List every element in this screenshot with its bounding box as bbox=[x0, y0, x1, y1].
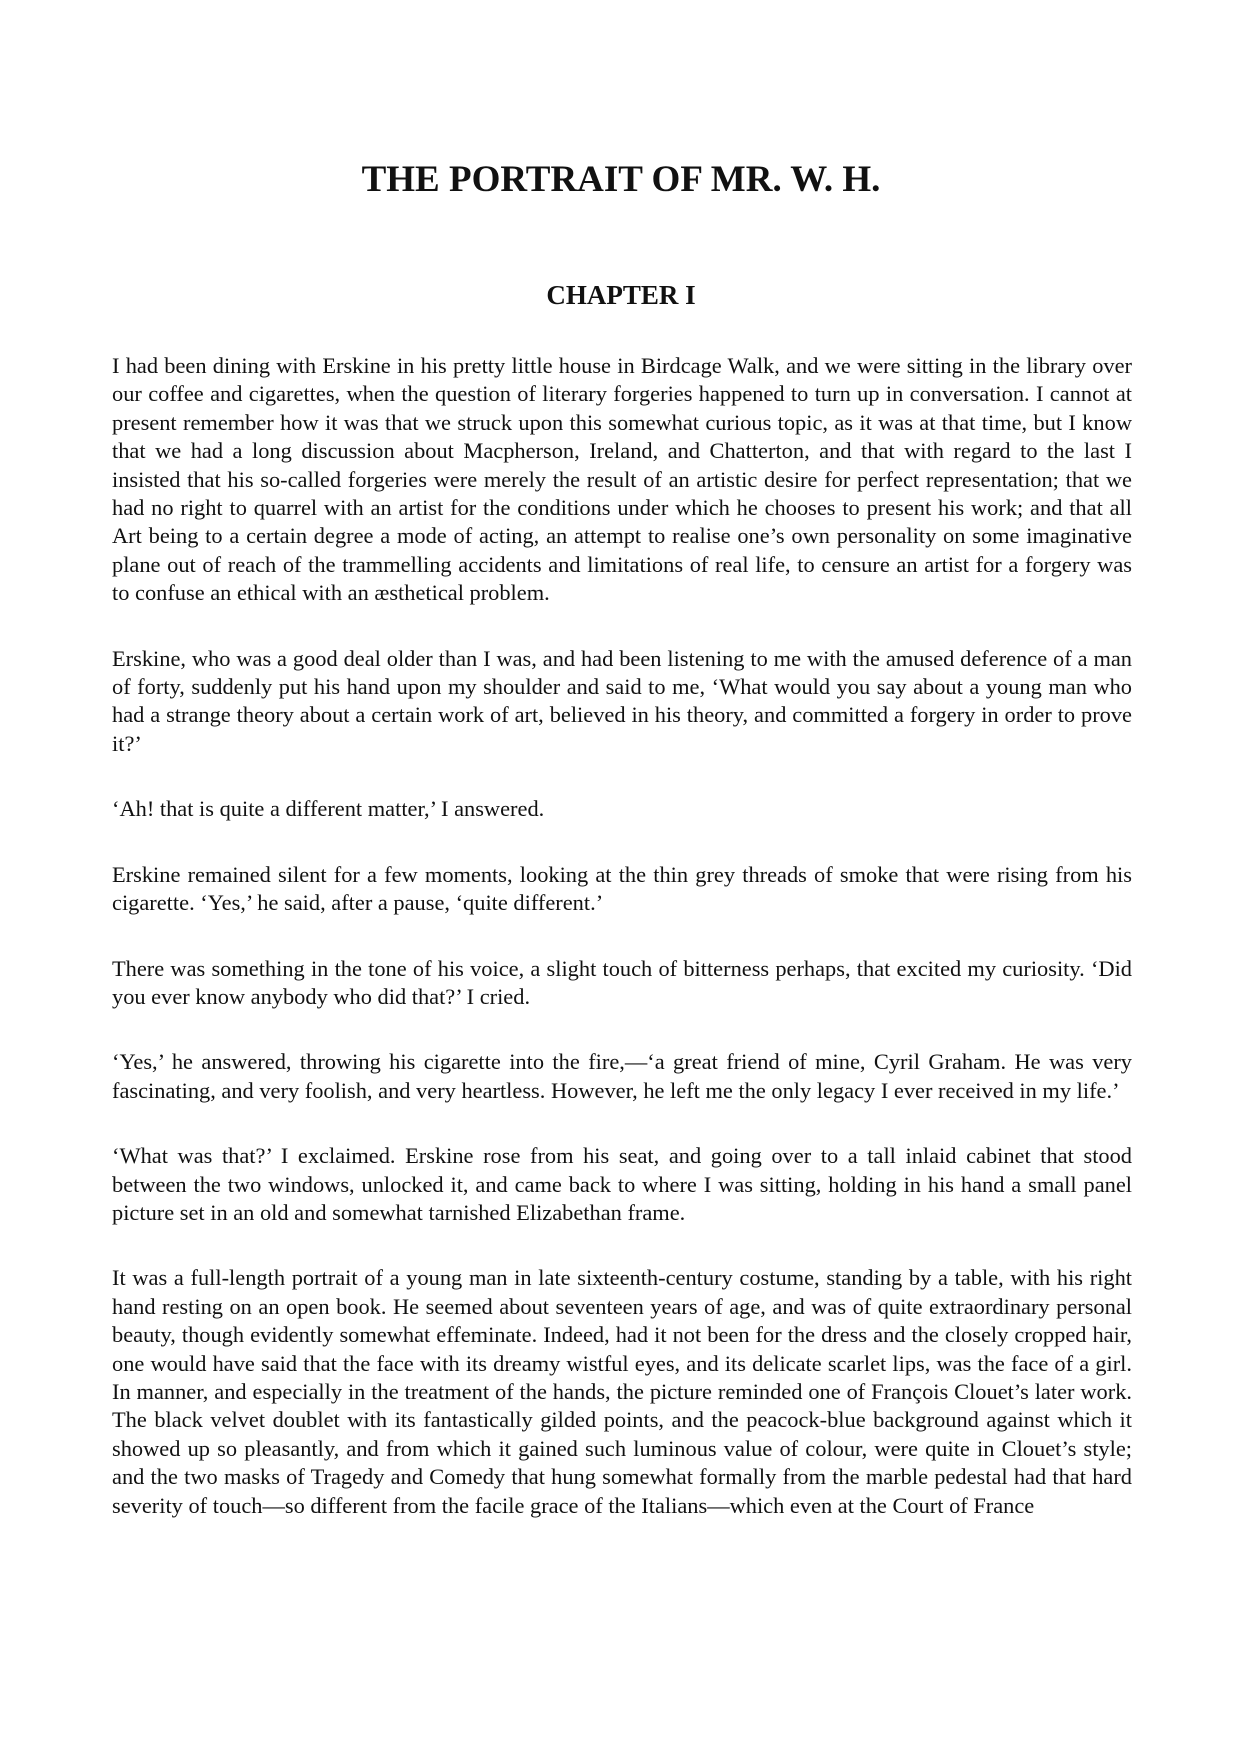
paragraph: Erskine, who was a good deal older than I was, and had been listening to me with the amused deference of a man of forty, suddenly put his hand upon my shoulder and said to me, ‘What would you say about a young man who had a strange theory about a certain work of art, believed in his theory, and committed a forgery in order to prove it?’ bbox=[112, 645, 1132, 756]
paragraph: ‘What was that?’ I exclaimed. Erskine rose from his seat, and going over to a tall inlaid cabinet that stood between the two windows, unlocked it, and came back to where I was sitting, holding in his hand a small panel picture set in an old and somewhat tarnished Elizabethan frame. bbox=[112, 1143, 1132, 1225]
document-title: THE PORTRAIT OF MR. W. H. bbox=[361, 159, 881, 200]
body-text bbox=[112, 352, 1132, 1557]
paragraph: There was something in the tone of his voice, a slight touch of bitterness perhaps, that excited my curiosity. ‘Did you ever know anybody who did that?’ I cried. bbox=[112, 955, 1132, 1009]
paragraph: ‘Ah! that is quite a different matter,’ I answered. bbox=[112, 796, 545, 822]
paragraph: It was a full-length portrait of a young man in late sixteenth-century costume, standing by a table, with his right hand resting on an open book. He seemed about seventeen years of age, and was of quite extraordinary personal beauty, though evidently somewhat effeminate. Indeed, had it not been for the dress and the closely cropped hair, one would have said that the face with its dreamy wistful eyes, and its delicate scarlet lips, was the face of a girl. In manner, and especially in the treatment of the hands, the picture reminded one of François Clouet’s later work. The black velvet doublet with its fantastically gilded points, and the peacock-blue background against which it showed up so pleasantly, and from which it gained such luminous value of colour, were quite in Clouet’s style; and the two masks of Tragedy and Comedy that hung somewhat formally from the marble pedestal had that hard severity of touch—so different from the facile grace of the Italians—which even at the Court of France bbox=[112, 1265, 1132, 1518]
chapter-heading: CHAPTER I bbox=[546, 280, 696, 310]
paragraph: I had been dining with Erskine in his pretty little house in Birdcage Walk, and we were sitting in the library over our coffee and cigarettes, when the question of literary forgeries happened to turn up in conversation. I cannot at present remember how it was that we struck upon this somewhat curious topic, as it was at that time, but I know that we had a long discussion about Macpherson, Ireland, and Chatterton, and that with regard to the last I insisted that his so-called forgeries were merely the result of an artistic desire for perfect representation; that we had no right to quarrel with an artist for the conditions under which he chooses to present his work; and that all Art being to a certain degree a mode of acting, an attempt to realise one’s own personality on some imaginative plane out of reach of the trammelling accidents and limitations of real life, to censure an artist for a forgery was to confuse an ethical with an æsthetical problem. bbox=[112, 353, 1132, 606]
paragraph: Erskine remained silent for a few moments, looking at the thin grey threads of smoke that were rising from his cigarette. ‘Yes,’ he said, after a pause, ‘quite different.’ bbox=[112, 861, 1132, 916]
paragraph: ‘Yes,’ he answered, throwing his cigarette into the fire,—‘a great friend of mine, Cyril Graham. He was very fascinating, and very foolish, and very heartless. However, he left me the only legacy I ever received in my life.’ bbox=[112, 1049, 1132, 1103]
